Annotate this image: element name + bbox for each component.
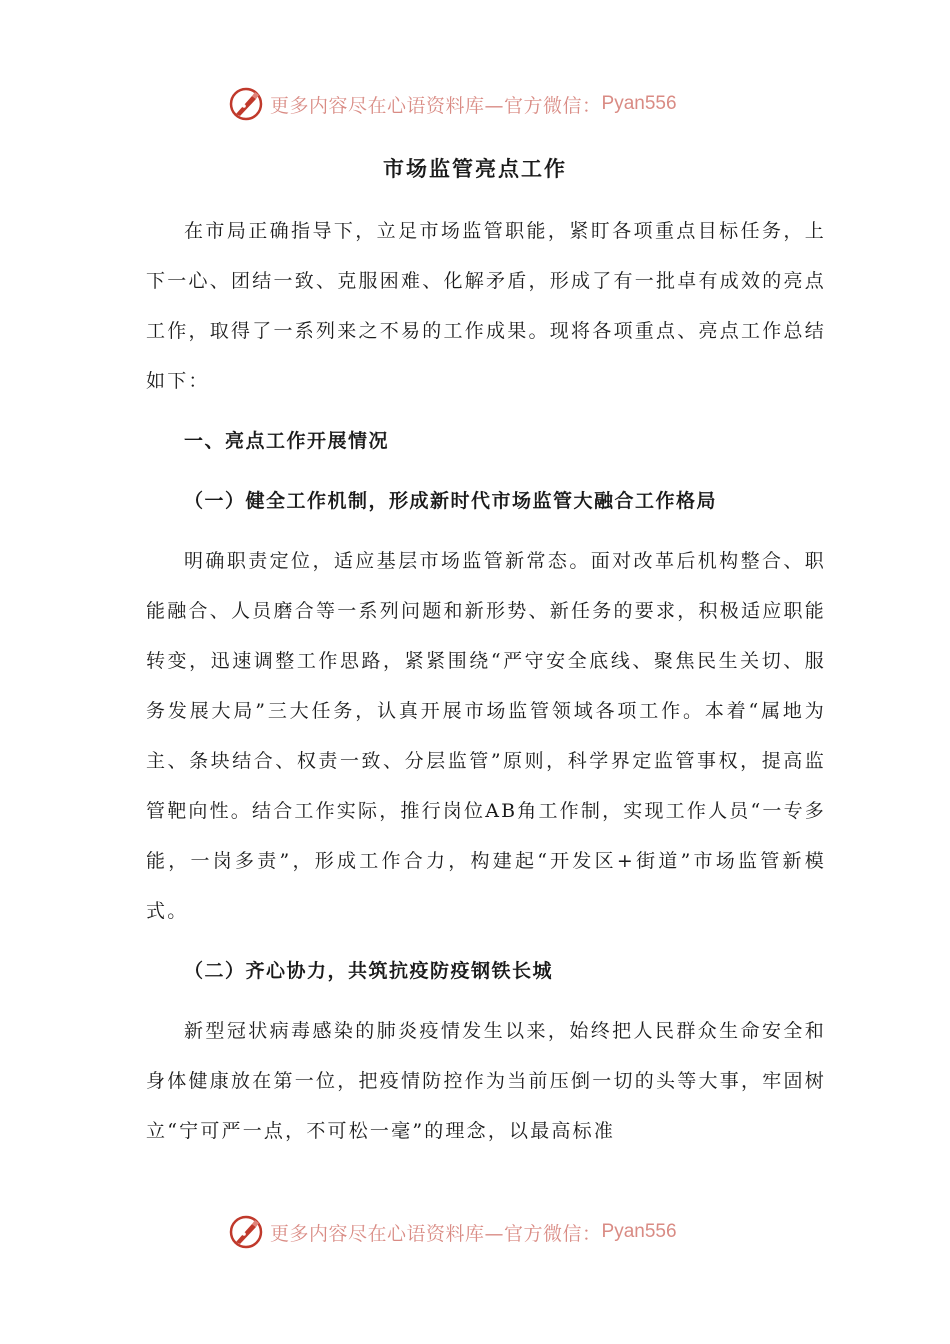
subsection-1-paragraph: 明确职责定位，适应基层市场监管新常态。面对改革后机构整合、职能融合、人员磨合等一系列问题和新形势、新任务的要求，积极适应职能转变，迅速调整工作思路，紧紧围绕“严守安全底线、聚焦民生关切、服务发展大局”三大任务，认真开展市场监管领域各项工作。本着“属地为主、条块结合、权责一致、分层监管”原则，科学界定监管事权，提高监管靶向性。结合工作实际，推行岗位AB角工作制，实现工作人员“一专多能，一岗多责”，形成工作合力，构建起“开发区+街道”市场监管新模式。 [146,550,826,922]
footer-banner [228,1212,748,1252]
section-heading-1: 一、亮点工作开展情况 [184,430,390,452]
pen-logo-icon [228,1214,264,1250]
subsection-heading-2: （二）齐心协力，共筑抗疫防疫钢铁长城 [184,960,554,982]
banner-wechat-id: Pyan556 [601,1221,677,1242]
pen-logo-icon [228,86,264,122]
header-banner [228,84,748,124]
document-body [146,206,826,1156]
document-title: 市场监管亮点工作 [383,157,567,181]
subsection-heading-1: （一）健全工作机制，形成新时代市场监管大融合工作格局 [184,490,718,512]
intro-paragraph: 在市局正确指导下，立足市场监管职能，紧盯各项重点目标任务，上下一心、团结一致、克服困难、化解矛盾，形成了有一批卓有成效的亮点工作，取得了一系列来之不易的工作成果。现将各项重点、亮点工作总结如下： [146,220,826,392]
banner-wechat-id: Pyan556 [601,93,677,114]
banner-text: 更多内容尽在心语资料库—官方微信： [270,94,602,117]
subsection-2-paragraph: 新型冠状病毒感染的肺炎疫情发生以来，始终把人民群众生命安全和身体健康放在第一位，把疫情防控作为当前压倒一切的头等大事，牢固树立“宁可严一点，不可松一毫”的理念，以最高标准 [146,1020,826,1142]
banner-text: 更多内容尽在心语资料库—官方微信： [270,1222,602,1245]
